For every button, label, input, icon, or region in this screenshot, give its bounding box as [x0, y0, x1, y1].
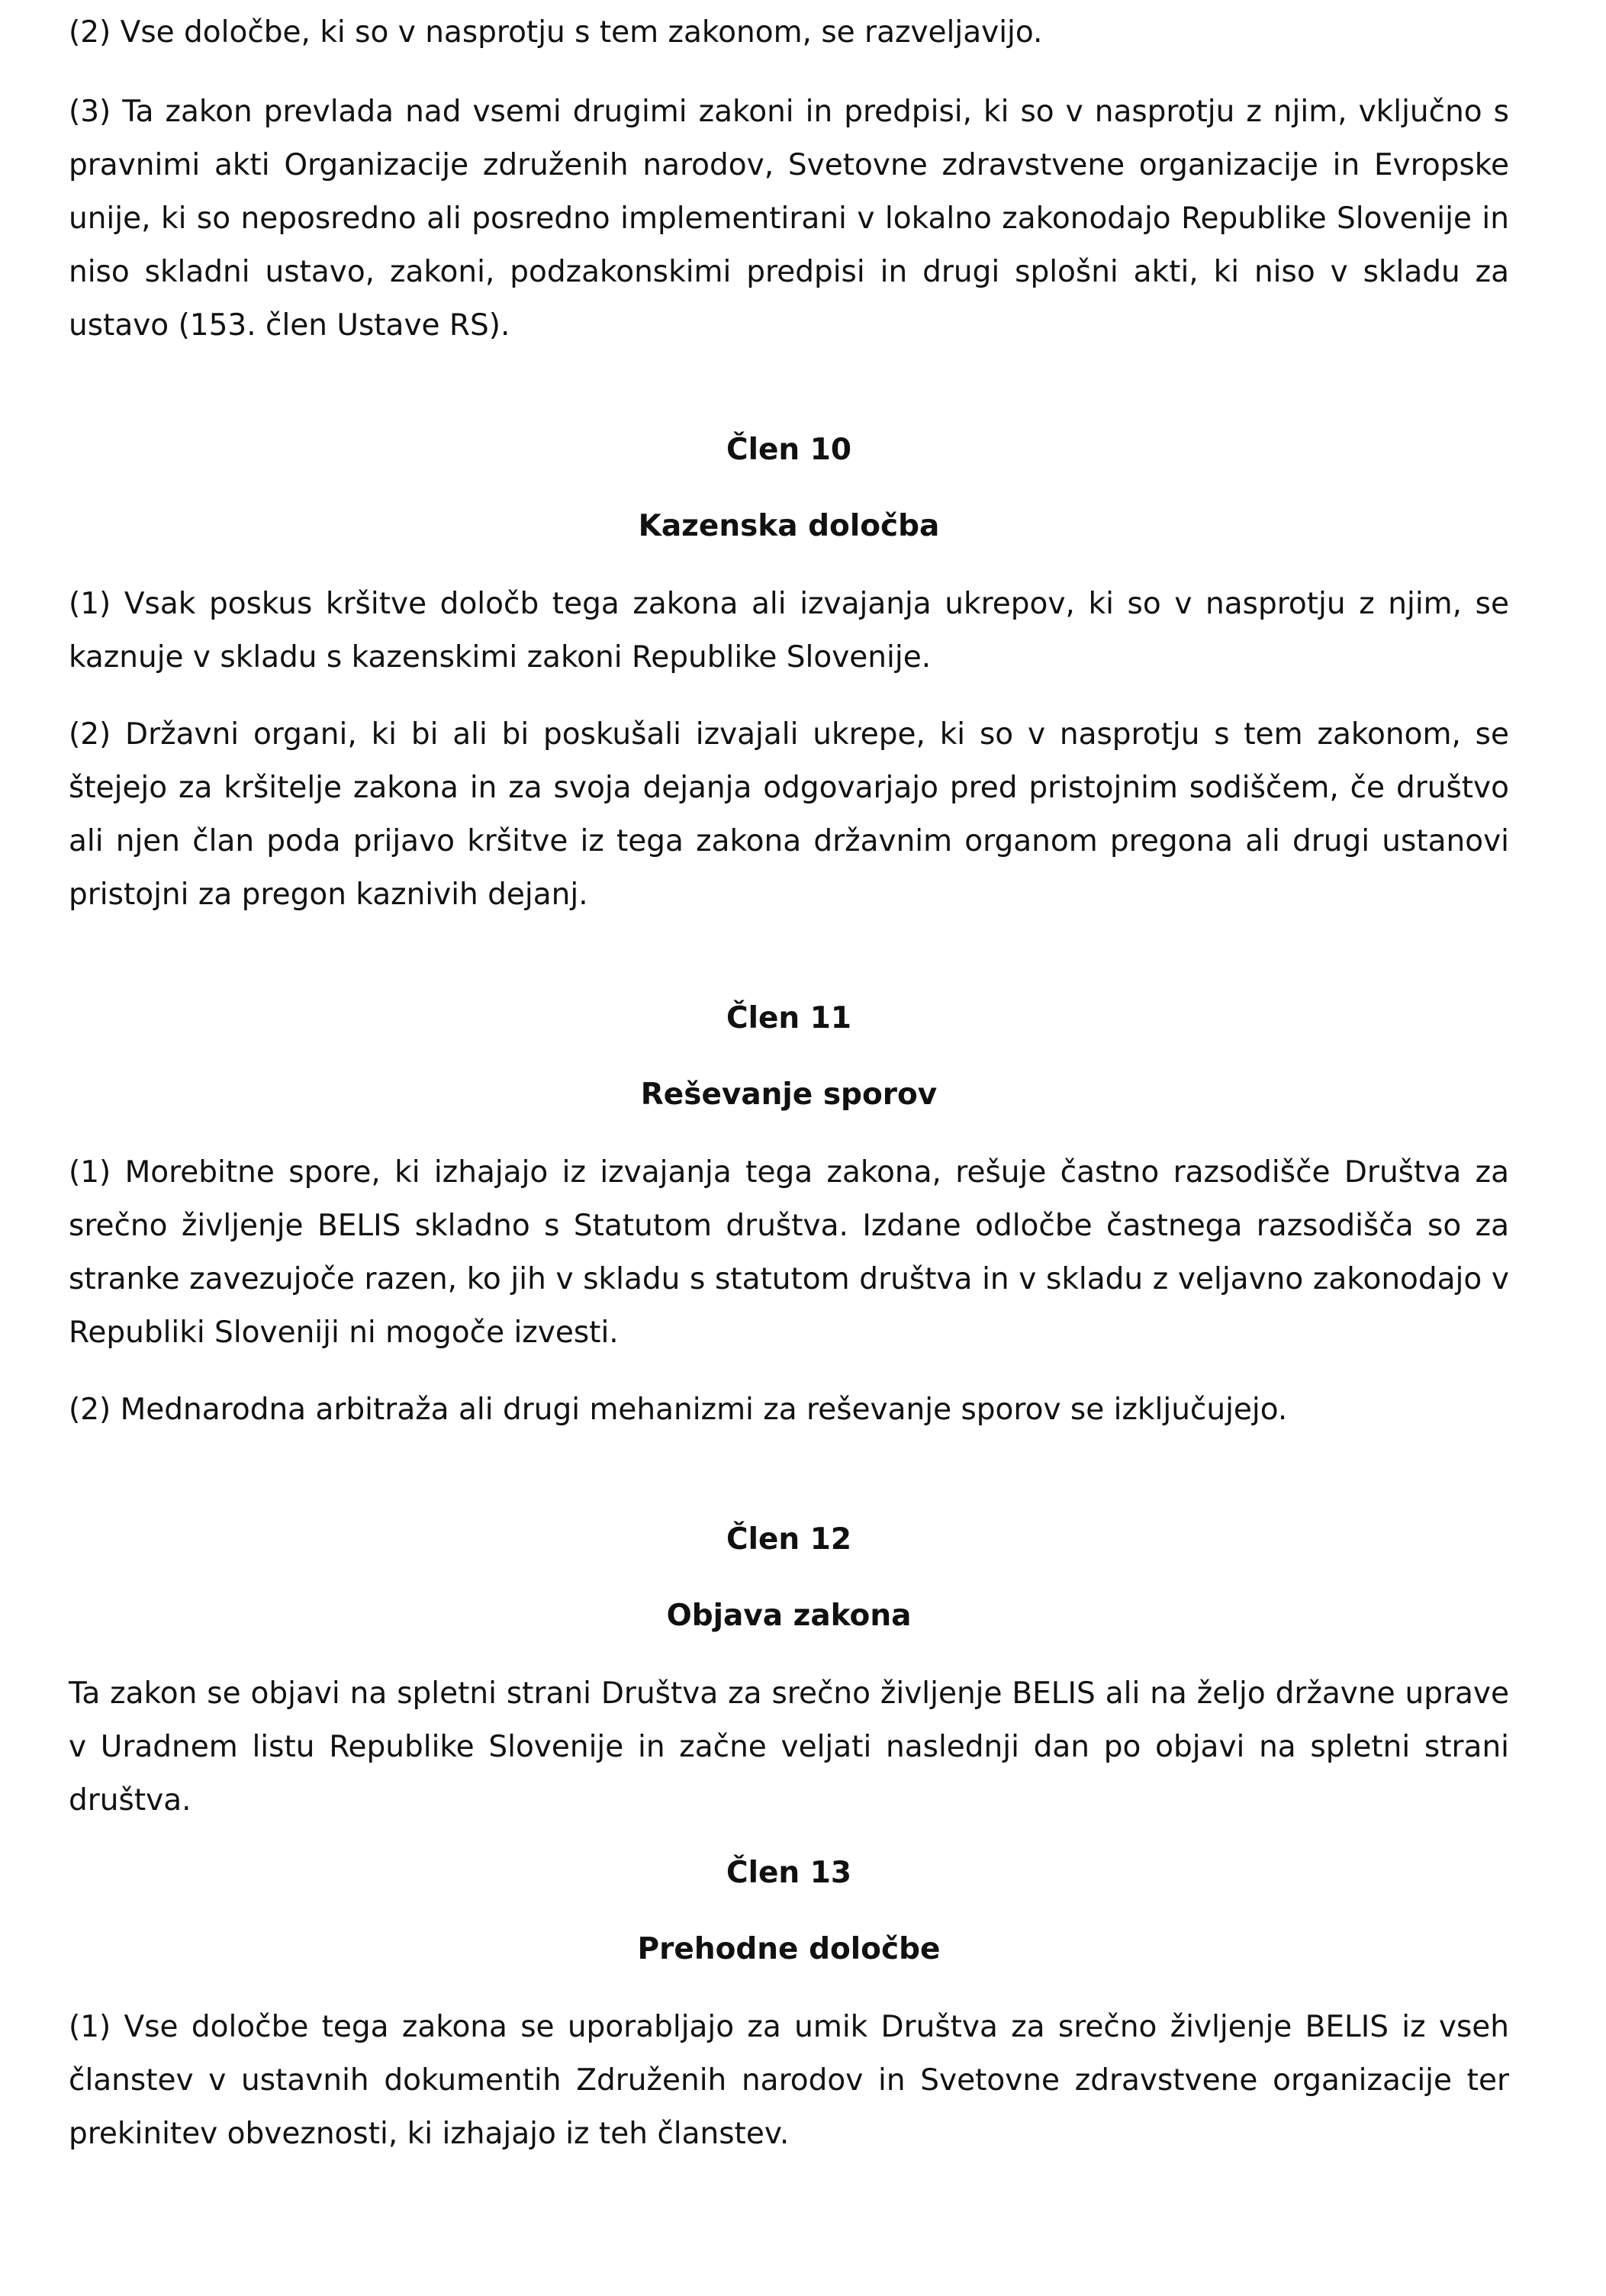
article-10-heading: Člen 10 [726, 433, 852, 467]
paragraph-3-precedence: (3) Ta zakon prevlada nad vsemi drugimi zakoni in predpisi, ki so v nasprotju z njim, vključno s pravnimi akti Organizacije združenih narodov, Svetovne zdravstvene organizacije in Evropske unije, ki so neposredno ali posredno implementirani v lokalno zakonodajo Republike Slovenije in niso skladni ustavo, zakoni, podzakonskimi predpisi in drugi splošni akti, ki niso v skladu za ustavo (153. člen Ustave RS). [69, 95, 1509, 343]
article-10-title: Kazenska določba [638, 509, 940, 543]
article-12-title: Objava zakona [666, 1599, 912, 1633]
article-11-paragraph-2: (2) Mednarodna arbitraža ali drugi mehanizmi za reševanje sporov se izključujejo. [69, 1393, 1288, 1427]
article-12-heading: Člen 12 [726, 1522, 852, 1557]
article-13-paragraph-1: (1) Vse določbe tega zakona se uporabljajo za umik Društva za srečno življenje BELIS iz vseh članstev v ustavnih dokumentih Združenih narodov in Svetovne zdravstvene organizacije ter prekinitev obveznosti, ki izhajajo iz teh članstev. [69, 2010, 1509, 2151]
article-13-heading: Člen 13 [726, 1856, 852, 1890]
article-10-paragraph-1: (1) Vsak poskus kršitve določb tega zakona ali izvajanja ukrepov, ki so v nasprotju z njim, se kaznuje v skladu s kazenskimi zakoni Republike Slovenije. [69, 587, 1509, 675]
article-11-heading: Člen 11 [726, 1001, 852, 1035]
article-11-paragraph-1: (1) Morebitne spore, ki izhajajo iz izvajanja tega zakona, rešuje častno razsodišče Društva za srečno življenje BELIS skladno s Statutom društva. Izdane odločbe častnega razsodišča so za stranke zavezujoče razen, ko jih v skladu s statutom društva in v skladu z veljavno zakonodajo v Republiki Sloveniji ni mogoče izvesti. [69, 1155, 1509, 1350]
article-12-paragraph: Ta zakon se objavi na spletni strani Društva za srečno življenje BELIS ali na željo državne uprave v Uradnem listu Republike Slovenije in začne veljati naslednji dan po objavi na spletni strani društva. [69, 1676, 1509, 1818]
paragraph-2-repeal: (2) Vse določbe, ki so v nasprotju s tem zakonom, se razveljavijo. [69, 15, 1043, 50]
article-13-title: Prehodne določbe [637, 1932, 941, 1966]
article-11-title: Reševanje sporov [640, 1077, 938, 1112]
article-10-paragraph-2: (2) Državni organi, ki bi ali bi poskušali izvajali ukrepe, ki so v nasprotju s tem zakonom, se štejejo za kršitelje zakona in za svoja dejanja odgovarjajo pred pristojnim sodiščem, če društvo ali njen član poda prijavo kršitve iz tega zakona državnim organom pregona ali drugi ustanovi pristojni za pregon kaznivih dejanj. [69, 717, 1509, 912]
